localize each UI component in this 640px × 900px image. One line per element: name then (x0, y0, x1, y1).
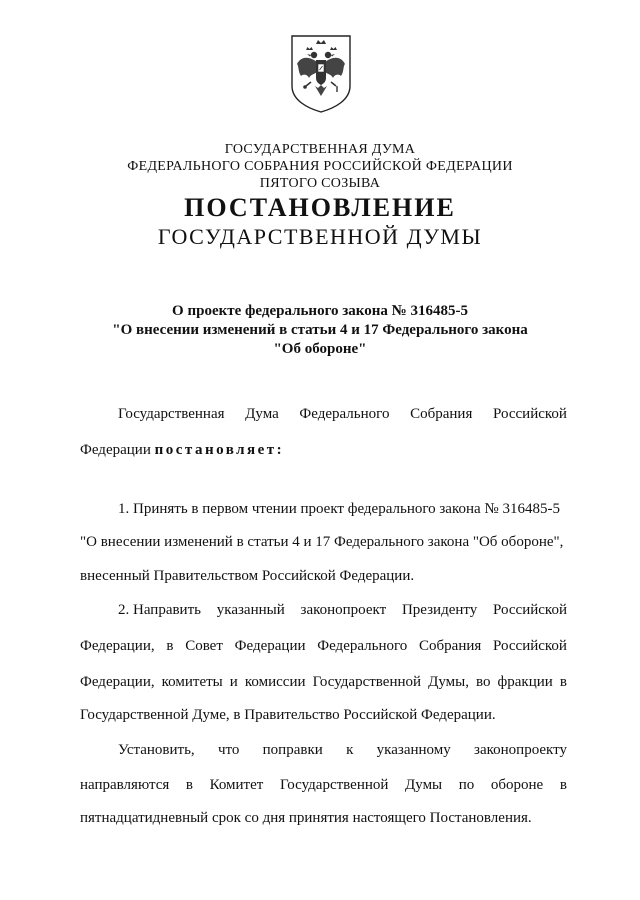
item2-line-2 (80, 636, 567, 656)
decree-word: постановляет: (154, 442, 285, 458)
item2-word: 2. Направить (118, 602, 201, 618)
header-line-duma: ГОСУДАРСТВЕННАЯ ДУМА (224, 142, 416, 157)
preamble-word: Дума (245, 406, 279, 422)
amend-word: законопроекту (474, 742, 567, 758)
item2-word: указанный (216, 602, 285, 618)
amend-word: в (559, 777, 567, 793)
item2-word: фракции (497, 674, 553, 690)
item2-word: и (229, 674, 238, 690)
amend-word: Комитет (209, 777, 264, 793)
amend-word: что (217, 742, 240, 758)
item2-word: Федерации, (80, 638, 155, 654)
amend-word: поправки (262, 742, 323, 758)
header-line-assembly: ФЕДЕРАЛЬНОГО СОБРАНИЯ РОССИЙСКОЙ ФЕДЕРАЦИИ (127, 159, 513, 174)
item2-word: законопроект (300, 602, 387, 618)
preamble-federation: Федерации (80, 442, 155, 458)
item2-word: Собрания (419, 638, 482, 654)
amend-line-1 (118, 740, 567, 760)
preamble-word: Российской (493, 406, 567, 422)
document-subject (0, 302, 640, 359)
item2-word: в (559, 674, 567, 690)
subject-line-2: "О внесении изменений в статьи 4 и 17 Федерального закона (112, 322, 528, 338)
amend-word: направляются (80, 777, 170, 793)
item1-line-2: "О внесении изменений в статьи 4 и 17 Федерального закона "Об обороне", (80, 534, 564, 550)
item2-line-3 (80, 672, 567, 692)
amend-word: по (458, 777, 475, 793)
amend-line-3: пятнадцатидневный срок со дня принятия настоящего Постановления. (80, 810, 532, 826)
amend-word: Думы (405, 777, 443, 793)
subject-line-1: О проекте федерального закона № 316485-5 (172, 303, 468, 319)
item2-word: Федерации, (80, 674, 155, 690)
item2-word: Государственной (312, 674, 422, 690)
item2-word: Российской (493, 602, 567, 618)
item2-word: комитеты (161, 674, 223, 690)
issuer-header (0, 141, 640, 192)
item2-word: Федерального (317, 638, 408, 654)
amend-word: в (185, 777, 193, 793)
document-subtitle: ГОСУДАРСТВЕННОЙ ДУМЫ (157, 224, 483, 249)
item2-word: в (166, 638, 174, 654)
amend-word: Установить, (118, 742, 195, 758)
amend-line-2 (80, 775, 567, 795)
item2-word: Совет (185, 638, 223, 654)
preamble-word: Федерального (299, 406, 390, 422)
item2-word: Федерации (234, 638, 306, 654)
subject-line-3: "Об обороне" (273, 341, 367, 357)
amend-word: Государственной (279, 777, 389, 793)
amend-word: указанному (376, 742, 451, 758)
preamble-line-2 (80, 440, 567, 460)
item1-line-1: 1. Принять в первом чтении проект федерального закона № 316485-5 (118, 501, 560, 517)
item2-word: Российской (493, 638, 567, 654)
preamble-word: Государственная (118, 406, 225, 422)
amend-word: обороне (490, 777, 544, 793)
header-line-convocation: ПЯТОГО СОЗЫВА (259, 176, 381, 191)
item2-line-1 (118, 600, 567, 620)
item2-word: Президенту (401, 602, 478, 618)
item2-word: во (476, 674, 491, 690)
item1-line-3: внесенный Правительством Российской Федерации. (80, 568, 415, 584)
document-title: ПОСТАНОВЛЕНИЕ (184, 193, 456, 222)
item2-line-4: Государственной Думе, в Правительство Российской Федерации. (80, 707, 496, 723)
preamble-word: Собрания (410, 406, 473, 422)
amend-word: к (346, 742, 354, 758)
item2-word: Думы, (428, 674, 469, 690)
coat-of-arms-emblem (289, 34, 353, 114)
item2-word: комиссии (244, 674, 306, 690)
preamble-line-1 (118, 404, 567, 424)
